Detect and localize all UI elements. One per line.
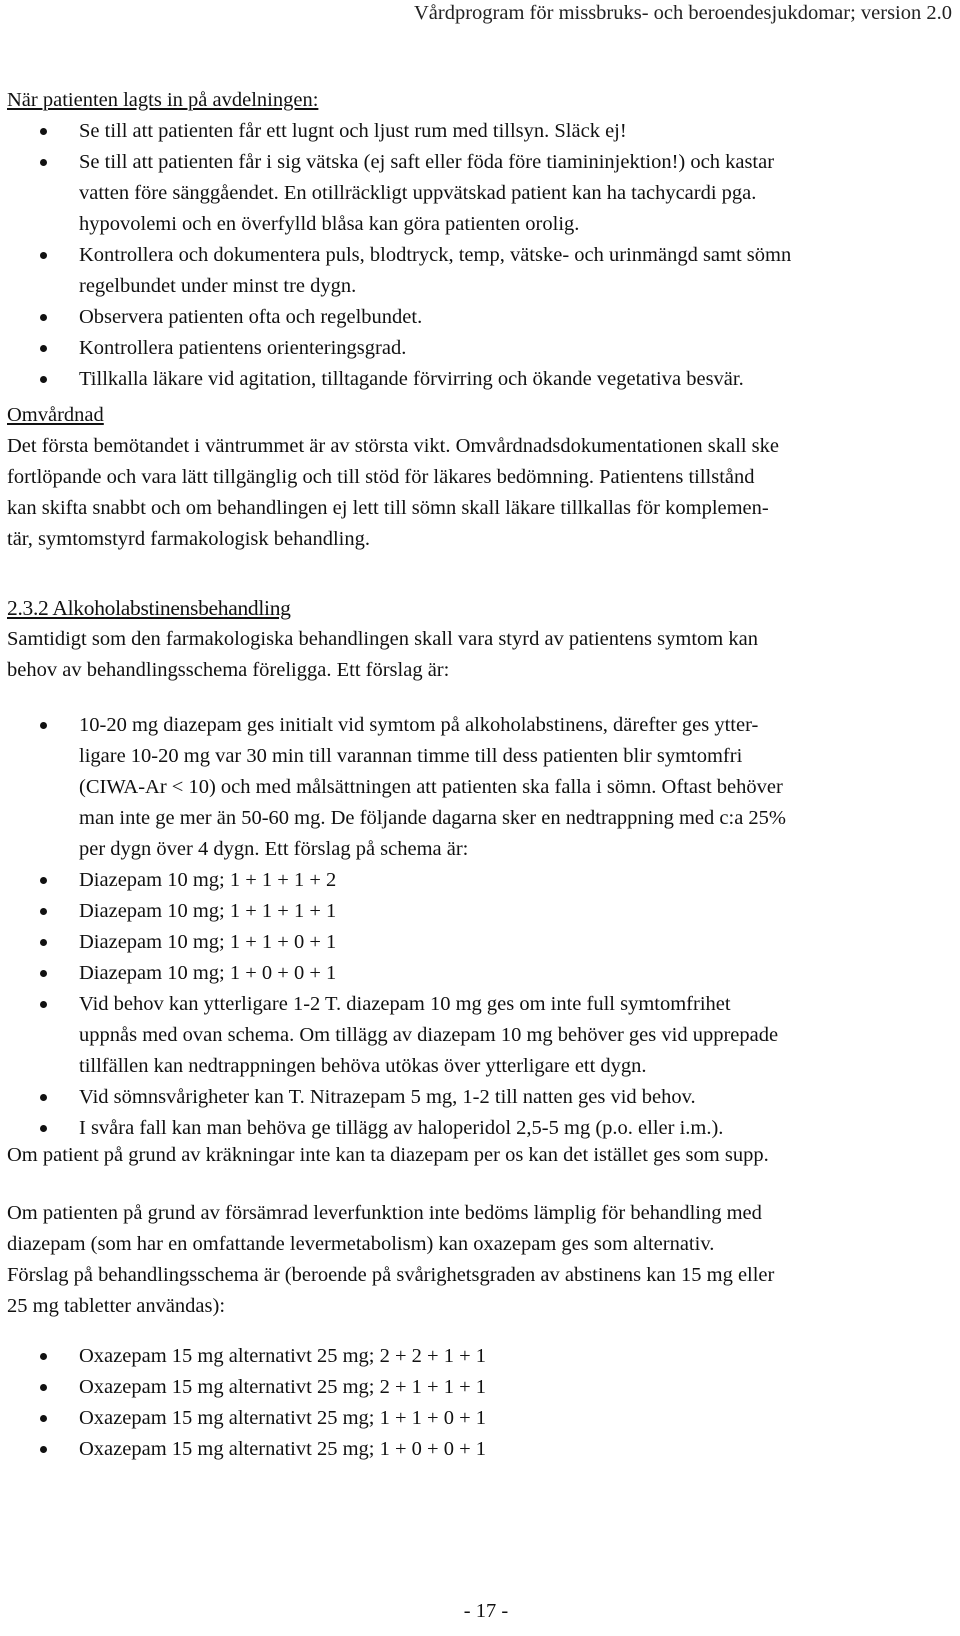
treatment-list-item <box>7 896 955 927</box>
intro-line: Samtidigt som den farmakologiska behandlingen skall vara styrd av patientens symtom kan <box>7 628 758 650</box>
treatment-list-item-line: Diazepam 10 mg; 1 + 1 + 0 + 1 <box>79 931 337 953</box>
treatment-list <box>7 710 955 1144</box>
care-line: kan skifta snabbt och om behandlingen ej lett till sömn skall läkare tillkallas för komplemen- <box>7 497 769 519</box>
ward-list-item-line: Kontrollera och dokumentera puls, blodtryck, temp, vätske- och urinmängd samt sömn <box>79 244 792 266</box>
treatment-list-item-line: (CIWA-Ar < 10) och med målsättningen att patienten ska falla i sömn. Oftast behöver <box>79 776 783 798</box>
ward-list-item <box>7 116 955 147</box>
treatment-list-item <box>7 865 955 896</box>
treatment-list-item-line: 10-20 mg diazepam ges initialt vid symtom på alkoholabstinens, därefter ges ytter- <box>79 714 759 736</box>
oxazepam-list-item-line: Oxazepam 15 mg alternativt 25 mg; 2 + 2 + 1 + 1 <box>79 1345 487 1367</box>
treatment-list-item <box>7 989 955 1082</box>
care-section <box>7 400 955 555</box>
treatment-list-item-line: tillfällen kan nedtrappningen behöva utökas över ytterligare ett dygn. <box>79 1055 647 1077</box>
treatment-list-item-line: per dygn över 4 dygn. Ett förslag på schema är: <box>79 838 469 860</box>
oxazepam-list-item <box>7 1434 955 1465</box>
treatment-list-item-line: Vid behov kan ytterligare 1-2 T. diazepam 10 mg ges om inte full symtomfrihet <box>79 993 731 1015</box>
ward-list <box>7 116 955 395</box>
ward-list-item <box>7 240 955 302</box>
ward-list-item <box>7 333 955 364</box>
oxazepam-list-item-line: Oxazepam 15 mg alternativt 25 mg; 2 + 1 + 1 + 1 <box>79 1376 487 1398</box>
ward-list-item-line: Kontrollera patientens orienteringsgrad. <box>79 337 407 359</box>
liver-line: Om patienten på grund av försämrad leverfunktion inte bedöms lämplig för behandling med <box>7 1202 762 1224</box>
care-heading: Omvårdnad <box>7 404 104 426</box>
treatment-list-item-line: Diazepam 10 mg; 1 + 1 + 1 + 2 <box>79 869 337 891</box>
treatment-list-item-line: uppnås med ovan schema. Om tillägg av diazepam 10 mg behöver ges vid upprepade <box>79 1024 779 1046</box>
oxazepam-list-item <box>7 1341 955 1372</box>
treatment-list-item <box>7 1082 955 1113</box>
care-line: fortlöpande och vara lätt tillgänglig och till stöd för läkares bedömning. Patientens tillstånd <box>7 466 755 488</box>
treatment-list-item <box>7 958 955 989</box>
ward-list-item-line: Observera patienten ofta och regelbundet. <box>79 306 423 328</box>
oxazepam-list-item <box>7 1403 955 1434</box>
page-number: - 17 - <box>463 1600 509 1622</box>
treatment-list-item-line: I svåra fall kan man behöva ge tillägg av haloperidol 2,5-5 mg (p.o. eller i.m.). <box>79 1117 724 1139</box>
ward-list-item <box>7 364 955 395</box>
ward-list-item-line: Tillkalla läkare vid agitation, tilltagande förvirring och ökande vegetativa besvär. <box>79 368 744 390</box>
care-paragraph <box>7 431 955 555</box>
section-intro <box>7 624 955 686</box>
liver-paragraph <box>7 1198 955 1322</box>
treatment-list-block <box>7 710 955 1144</box>
running-header: Vårdprogram för missbruks- och beroendesjukdomar; version 2.0 <box>414 2 952 24</box>
care-line: Det första bemötandet i väntrummet är av största vikt. Omvårdnadsdokumentationen skall ske <box>7 435 779 457</box>
ward-list-item <box>7 147 955 240</box>
treatment-list-item-line: Diazepam 10 mg; 1 + 1 + 1 + 1 <box>79 900 337 922</box>
oxazepam-list <box>7 1341 955 1465</box>
treatment-list-item-line: Vid sömnsvårigheter kan T. Nitrazepam 5 mg, 1-2 till natten ges vid behov. <box>79 1086 696 1108</box>
vomiting-paragraph <box>7 1140 955 1171</box>
vomiting-line: Om patient på grund av kräkningar inte kan ta diazepam per os kan det istället ges som supp. <box>7 1144 769 1166</box>
treatment-list-item <box>7 927 955 958</box>
ward-list-item-line: Se till att patienten får i sig vätska (ej saft eller föda före tiamininjektion!) och kastar <box>79 151 775 173</box>
alcohol-section <box>7 593 955 686</box>
ward-section <box>7 85 955 395</box>
oxazepam-list-item <box>7 1372 955 1403</box>
section-heading: 2.3.2 Alkoholabstinensbehandling <box>7 596 291 620</box>
treatment-list-item <box>7 710 955 865</box>
ward-heading: När patienten lagts in på avdelningen: <box>7 89 319 111</box>
ward-list-item-line: hypovolemi och en överfylld blåsa kan göra patienten orolig. <box>79 213 580 235</box>
liver-line: 25 mg tabletter användas): <box>7 1295 226 1317</box>
ward-list-item-line: vatten före sänggåendet. En otillräckligt uppvätskad patient kan ha tachycardi pga. <box>79 182 757 204</box>
liver-line: Förslag på behandlingsschema är (beroende på svårighetsgraden av abstinens kan 15 mg eller <box>7 1264 775 1286</box>
oxazepam-list-item-line: Oxazepam 15 mg alternativt 25 mg; 1 + 0 + 0 + 1 <box>79 1438 487 1460</box>
ward-list-item-line: regelbundet under minst tre dygn. <box>79 275 357 297</box>
intro-line: behov av behandlingsschema föreligga. Ett förslag är: <box>7 659 450 681</box>
oxazepam-list-block <box>7 1341 955 1465</box>
care-line: tär, symtomstyrd farmakologisk behandling. <box>7 528 370 550</box>
treatment-list-item-line: Diazepam 10 mg; 1 + 0 + 0 + 1 <box>79 962 337 984</box>
treatment-list-item-line: ligare 10-20 mg var 30 min till varannan timme till dess patienten blir symtomfri <box>79 745 743 767</box>
liver-line: diazepam (som har en omfattande levermetabolism) kan oxazepam ges som alternativ. <box>7 1233 715 1255</box>
ward-list-item <box>7 302 955 333</box>
oxazepam-list-item-line: Oxazepam 15 mg alternativt 25 mg; 1 + 1 + 0 + 1 <box>79 1407 487 1429</box>
ward-list-item-line: Se till att patienten får ett lugnt och ljust rum med tillsyn. Släck ej! <box>79 120 627 142</box>
treatment-list-item-line: man inte ge mer än 50-60 mg. De följande dagarna sker en nedtrappning med c:a 25% <box>79 807 786 829</box>
